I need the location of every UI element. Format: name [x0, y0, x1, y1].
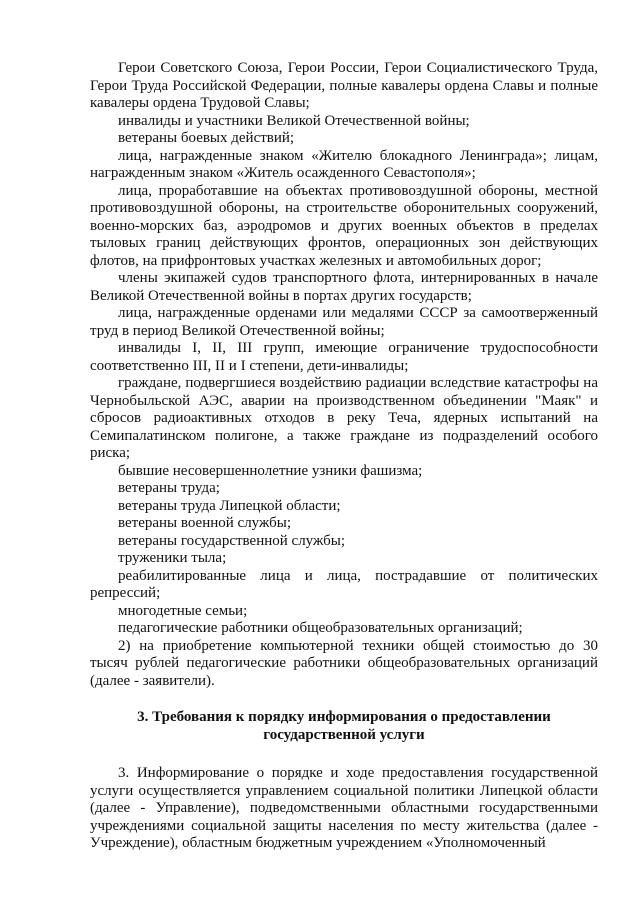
paragraph: Герои Советского Союза, Герои России, Герои Социалистического Труда, Герои Труда Российской Федерации, полные кавалеры ордена Славы и полные кавалеры ордена Трудовой Славы;	[90, 60, 598, 111]
paragraph: ветераны труда;	[118, 480, 220, 496]
paragraph: труженики тыла;	[118, 550, 227, 566]
paragraph: члены экипажей судов транспортного флота, интернированных в начале Великой Отечественной войны в портах других государств;	[90, 270, 598, 304]
paragraph: лица, награжденные орденами или медалями СССР за самоотверженный труд в период Великой Отечественной войны;	[90, 305, 598, 339]
paragraph: инвалиды и участники Великой Отечественной войны;	[118, 112, 470, 129]
paragraph: ветераны военной службы;	[118, 515, 292, 531]
paragraph: 2) на приобретение компьютерной техники общей стоимостью до 30 тысяч рублей педагогические работники общеобразовательных организаций (далее - заявители).	[90, 637, 598, 689]
paragraph: инвалиды I, II, III групп, имеющие ограничение трудоспособности соответственно III, II и I степени, дети-инвалиды;	[90, 340, 598, 374]
paragraph: ветераны государственной службы;	[118, 532, 346, 549]
section-heading: 3. Требования к порядку информирования о предоставлении государственной услуги	[137, 709, 551, 743]
paragraph: 3. Информирование о порядке и ходе предоставления государственной услуги осуществляется управлением социальной политики Липецкой области (далее - Управление), подведомственными областными государственными учреждениями социальной защиты населения по месту жительства (далее - Учреждение), областным бюджетным учреждением «Уполномоченный	[90, 765, 598, 851]
paragraph: реабилитированные лица и лица, пострадавшие от политических репрессий;	[90, 567, 598, 601]
paragraph: педагогические работники общеобразовательных организаций;	[118, 620, 523, 636]
paragraph: ветераны боевых действий;	[118, 130, 295, 146]
paragraph: многодетные семьи;	[118, 602, 248, 619]
paragraph: бывшие несовершеннолетние узники фашизма;	[118, 462, 423, 479]
document-page	[90, 60, 598, 853]
paragraph: лица, награжденные знаком «Жителю блокадного Ленинграда»; лицам, награжденным знаком «Житель осажденного Севастополя»;	[90, 147, 598, 181]
paragraph: граждане, подвергшиеся воздействию радиации вследствие катастрофы на Чернобыльской АЭС, аварии на производственном объединении "Маяк" и сбросов радиоактивных отходов в реку Теча, ядерных испытаний на Семипалатинском полигоне, а также граждане из подразделений особого риска;	[90, 375, 598, 461]
paragraph: ветераны труда Липецкой области;	[118, 497, 341, 514]
paragraph: лица, проработавшие на объектах противовоздушной обороны, местной противовоздушной обороны, на строительстве оборонительных сооружений, военно-морских баз, аэродромов и других военных объектов в пределах тыловых границ действующих фронтов, операционных зон действующих флотов, на прифронтовых участках железных и автомобильных дорог;	[90, 182, 598, 269]
